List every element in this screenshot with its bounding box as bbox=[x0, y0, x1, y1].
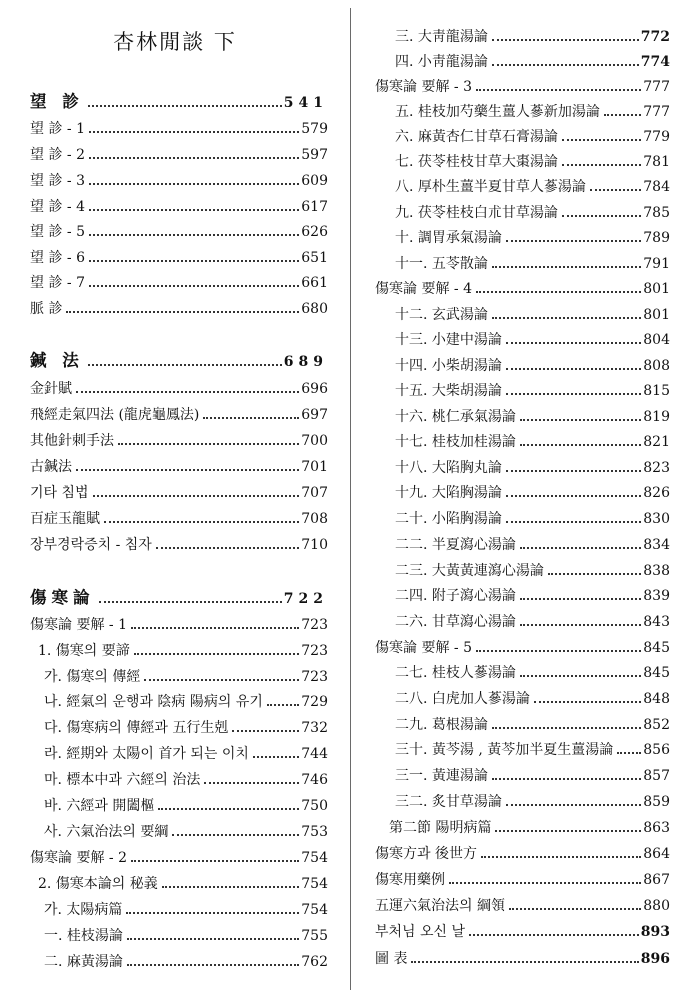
toc-entry-page: 808 bbox=[643, 358, 670, 374]
leader-dots bbox=[520, 444, 641, 446]
toc-entry-page: 823 bbox=[643, 460, 670, 476]
leader-dots bbox=[520, 624, 641, 626]
toc-entry bbox=[375, 586, 670, 606]
toc-entry-label: 望 診 bbox=[30, 92, 84, 111]
toc-entry-page: 746 bbox=[301, 772, 328, 788]
leader-dots bbox=[476, 291, 641, 293]
toc-entry bbox=[30, 822, 328, 842]
toc-entry bbox=[30, 457, 328, 477]
toc-entry-label: 사. 六氣治法의 要綱 bbox=[44, 824, 169, 840]
toc-entry-page: 697 bbox=[301, 407, 328, 423]
toc-entry-label: 望 診 - 6 bbox=[30, 250, 85, 266]
toc-entry bbox=[375, 483, 670, 503]
leader-dots bbox=[66, 311, 299, 313]
leader-dots bbox=[520, 547, 641, 549]
toc-entry bbox=[30, 796, 328, 816]
leader-dots bbox=[481, 856, 641, 858]
toc-entry-label: 八. 厚朴生薑半夏甘草人蔘湯論 bbox=[395, 179, 586, 195]
leader-dots bbox=[590, 189, 641, 191]
toc-entry-page: 863 bbox=[643, 820, 670, 836]
toc-entry-label: 十八. 大陷胸丸論 bbox=[395, 460, 502, 476]
toc-entry-label: 十五. 大柴胡湯論 bbox=[395, 383, 502, 399]
toc-entry-page: 777 bbox=[643, 79, 670, 95]
toc-entry-label: 金針賦 bbox=[30, 381, 72, 397]
leader-dots bbox=[520, 675, 641, 677]
toc-entry bbox=[375, 27, 670, 47]
toc-entry-label: 바. 六經과 開闔樞 bbox=[44, 798, 155, 814]
leader-dots bbox=[492, 64, 639, 66]
leader-dots bbox=[492, 39, 639, 41]
toc-entry-page: 689 bbox=[283, 354, 328, 370]
leader-dots bbox=[99, 601, 282, 603]
toc-entry bbox=[30, 667, 328, 687]
leader-dots bbox=[476, 89, 641, 91]
toc-entry bbox=[375, 152, 670, 172]
toc-entry-page: 839 bbox=[643, 588, 670, 604]
leader-dots bbox=[88, 364, 282, 366]
toc-entry-page: 753 bbox=[301, 824, 328, 840]
toc-entry bbox=[375, 870, 670, 890]
leader-dots bbox=[127, 964, 299, 966]
toc-entry bbox=[30, 145, 328, 165]
leader-dots bbox=[506, 342, 641, 344]
toc-entry-label: 十四. 小柴胡湯論 bbox=[395, 358, 502, 374]
leader-dots bbox=[127, 938, 299, 940]
toc-entry-page: 804 bbox=[643, 332, 670, 348]
leader-dots bbox=[162, 886, 299, 888]
toc-entry-page: 754 bbox=[301, 850, 328, 866]
toc-entry-label: 十. 調胃承氣湯論 bbox=[395, 230, 502, 246]
toc-entry bbox=[375, 715, 670, 735]
toc-entry bbox=[375, 792, 670, 812]
toc-entry-label: 二七. 桂枝人蔘湯論 bbox=[395, 665, 516, 681]
toc-entry bbox=[375, 381, 670, 401]
toc-entry-label: 二三. 大黃黃連瀉心湯論 bbox=[395, 563, 544, 579]
toc-entry bbox=[375, 535, 670, 555]
page-title: 杏林閒談 下 bbox=[113, 30, 237, 54]
toc-entry-page: 834 bbox=[643, 537, 670, 553]
toc-entry-label: 二九. 葛根湯論 bbox=[395, 717, 488, 733]
leader-dots bbox=[492, 778, 641, 780]
leader-dots bbox=[204, 782, 299, 784]
leader-dots bbox=[492, 317, 641, 319]
toc-entry bbox=[375, 922, 670, 942]
toc-entry bbox=[375, 52, 670, 72]
toc-entry-page: 777 bbox=[643, 104, 670, 120]
toc-entry-page: 815 bbox=[643, 383, 670, 399]
toc-entry bbox=[30, 379, 328, 399]
leader-dots bbox=[562, 164, 641, 166]
toc-entry-label: 五運六氣治法의 綱領 bbox=[375, 898, 505, 914]
toc-entry bbox=[375, 305, 670, 325]
toc-entry-page: 784 bbox=[643, 179, 670, 195]
toc-entry-page: 710 bbox=[301, 537, 328, 553]
leader-dots bbox=[232, 730, 299, 732]
leader-dots bbox=[449, 882, 641, 884]
leader-dots bbox=[93, 495, 300, 497]
toc-entry bbox=[375, 330, 670, 350]
toc-entry-label: 十三. 小建中湯論 bbox=[395, 332, 502, 348]
toc-entry bbox=[30, 641, 328, 661]
leader-dots bbox=[506, 393, 641, 395]
toc-entry-label: 十六. 桃仁承氣湯論 bbox=[395, 409, 516, 425]
toc-entry bbox=[375, 638, 670, 658]
toc-entry-label: 부처님 오신 날 bbox=[375, 924, 466, 940]
toc-entry bbox=[30, 926, 328, 946]
toc-entry-label: 라. 經期와 太陽이 首가 되는 이치 bbox=[44, 746, 249, 762]
toc-entry-page: 779 bbox=[643, 129, 670, 145]
leader-dots bbox=[203, 417, 299, 419]
toc-entry-page: 696 bbox=[301, 381, 328, 397]
toc-entry-label: 望 診 - 3 bbox=[30, 173, 85, 189]
toc-entry-label: 望 診 - 1 bbox=[30, 121, 85, 137]
leader-dots bbox=[267, 704, 299, 706]
toc-entry-label: 마. 標本中과 六經의 治法 bbox=[44, 772, 201, 788]
toc-entry bbox=[375, 77, 670, 97]
toc-entry-label: 傷寒論 要解 - 2 bbox=[30, 850, 127, 866]
toc-entry bbox=[375, 458, 670, 478]
toc-entry-page: 843 bbox=[643, 614, 670, 630]
toc-entry bbox=[30, 222, 328, 242]
leader-dots bbox=[253, 756, 299, 758]
toc-entry bbox=[375, 102, 670, 122]
toc-entry-page: 821 bbox=[643, 434, 670, 450]
toc-entry-page: 852 bbox=[643, 717, 670, 733]
toc-entry-page: 801 bbox=[643, 281, 670, 297]
leader-dots bbox=[495, 830, 641, 832]
leader-dots bbox=[89, 157, 299, 159]
toc-entry-page: 864 bbox=[643, 846, 670, 862]
toc-entry bbox=[375, 663, 670, 683]
toc-entry bbox=[30, 92, 328, 112]
toc-entry bbox=[30, 848, 328, 868]
toc-entry-label: 傷寒論 要解 - 1 bbox=[30, 617, 127, 633]
toc-entry bbox=[30, 874, 328, 894]
toc-entry-page: 845 bbox=[643, 640, 670, 656]
toc-entry-page: 830 bbox=[643, 511, 670, 527]
toc-entry-label: 九. 茯苓桂枝白朮甘草湯論 bbox=[395, 205, 558, 221]
leader-dots bbox=[89, 260, 299, 262]
leader-dots bbox=[104, 521, 299, 523]
leader-dots bbox=[506, 521, 641, 523]
toc-entry bbox=[30, 900, 328, 920]
toc-entry-label: 二十. 小陷胸湯論 bbox=[395, 511, 502, 527]
toc-entry bbox=[30, 171, 328, 191]
leader-dots bbox=[172, 834, 299, 836]
toc-entry bbox=[30, 744, 328, 764]
leader-dots bbox=[156, 547, 299, 549]
toc-entry-page: 856 bbox=[643, 742, 670, 758]
leader-dots bbox=[89, 285, 299, 287]
toc-entry bbox=[30, 692, 328, 712]
toc-entry-page: 762 bbox=[301, 954, 328, 970]
leader-dots bbox=[476, 650, 641, 652]
toc-entry-page: 729 bbox=[301, 694, 328, 710]
toc-entry-page: 791 bbox=[643, 256, 670, 272]
toc-entry bbox=[375, 844, 670, 864]
toc-entry-page: 651 bbox=[301, 250, 328, 266]
toc-entry-label: 脈 診 bbox=[30, 301, 63, 317]
toc-entry-page: 896 bbox=[640, 951, 670, 967]
toc-entry-page: 754 bbox=[301, 902, 328, 918]
leader-dots bbox=[131, 627, 299, 629]
toc-entry-label: 傷寒方과 後世方 bbox=[375, 846, 477, 862]
toc-entry bbox=[375, 896, 670, 916]
toc-entry-label: 三一. 黃連湯論 bbox=[395, 768, 488, 784]
leader-dots bbox=[562, 215, 641, 217]
leader-dots bbox=[506, 470, 641, 472]
toc-entry-page: 750 bbox=[301, 798, 328, 814]
leader-dots bbox=[89, 131, 299, 133]
toc-entry-page: 722 bbox=[283, 591, 328, 607]
toc-entry-label: 三十. 黃芩湯 , 黃芩加半夏生薑湯論 bbox=[395, 742, 614, 758]
leader-dots bbox=[506, 804, 641, 806]
toc-entry-label: 十二. 玄武湯論 bbox=[395, 307, 488, 323]
toc-entry-label: 望 診 - 5 bbox=[30, 224, 85, 240]
toc-entry-label: 二四. 附子瀉心湯論 bbox=[395, 588, 516, 604]
toc-entry bbox=[30, 509, 328, 529]
toc-entry-label: 圖 表 bbox=[375, 951, 408, 967]
leader-dots bbox=[118, 443, 299, 445]
toc-entry-label: 二六. 甘草瀉心湯論 bbox=[395, 614, 516, 630]
toc-entry-page: 838 bbox=[643, 563, 670, 579]
toc-entry-page: 893 bbox=[640, 924, 670, 940]
leader-dots bbox=[469, 934, 639, 936]
leader-dots bbox=[562, 139, 641, 141]
toc-entry-page: 826 bbox=[643, 485, 670, 501]
toc-entry-page: 597 bbox=[301, 147, 328, 163]
toc-entry bbox=[375, 766, 670, 786]
toc-entry-page: 859 bbox=[643, 794, 670, 810]
toc-entry-page: 541 bbox=[283, 95, 328, 111]
toc-entry bbox=[375, 203, 670, 223]
toc-entry-page: 772 bbox=[640, 29, 670, 45]
leader-dots bbox=[131, 860, 299, 862]
leader-dots bbox=[548, 573, 641, 575]
toc-entry bbox=[375, 127, 670, 147]
leader-dots bbox=[89, 183, 299, 185]
leader-dots bbox=[604, 114, 641, 116]
leader-dots bbox=[144, 679, 299, 681]
leader-dots bbox=[520, 598, 641, 600]
toc-entry-page: 845 bbox=[643, 665, 670, 681]
toc-entry-page: 708 bbox=[301, 511, 328, 527]
toc-entry-page: 781 bbox=[643, 154, 670, 170]
toc-entry-page: 701 bbox=[301, 459, 328, 475]
toc-entry-label: 二八. 白虎加人蔘湯論 bbox=[395, 691, 530, 707]
toc-entry-label: 十九. 大陷胸湯論 bbox=[395, 485, 502, 501]
toc-entry-label: 三二. 炙甘草湯論 bbox=[395, 794, 502, 810]
toc-entry-label: 飛經走氣四法 (龍虎龜鳳法) bbox=[30, 407, 200, 423]
toc-entry bbox=[30, 588, 328, 608]
toc-entry-label: 二. 麻黃湯論 bbox=[44, 954, 123, 970]
toc-entry-label: 四. 小靑龍湯論 bbox=[395, 54, 488, 70]
toc-entry-label: 七. 茯苓桂枝甘草大棗湯論 bbox=[395, 154, 558, 170]
leader-dots bbox=[134, 653, 299, 655]
toc-entry bbox=[375, 254, 670, 274]
toc-entry bbox=[375, 356, 670, 376]
toc-entry bbox=[375, 561, 670, 581]
toc-entry bbox=[30, 483, 328, 503]
toc-entry bbox=[375, 407, 670, 427]
toc-entry-page: 732 bbox=[301, 720, 328, 736]
toc-entry-page: 880 bbox=[643, 898, 670, 914]
toc-entry bbox=[30, 535, 328, 555]
toc-entry-label: 望 診 - 7 bbox=[30, 275, 85, 291]
leader-dots bbox=[411, 961, 638, 963]
toc-entry-label: 장부경락증치 - 침자 bbox=[30, 537, 152, 553]
leader-dots bbox=[492, 727, 641, 729]
toc-entry-label: 望 診 - 4 bbox=[30, 199, 85, 215]
toc-entry-page: 848 bbox=[643, 691, 670, 707]
toc-entry-page: 867 bbox=[643, 872, 670, 888]
toc-entry-label: 1. 傷寒의 要諦 bbox=[38, 643, 130, 659]
toc-entry-page: 626 bbox=[301, 224, 328, 240]
leader-dots bbox=[76, 391, 299, 393]
toc-entry bbox=[30, 351, 328, 371]
leader-dots bbox=[617, 752, 641, 754]
toc-entry-page: 755 bbox=[301, 928, 328, 944]
leader-dots bbox=[88, 105, 282, 107]
toc-entry bbox=[30, 197, 328, 217]
leader-dots bbox=[89, 234, 299, 236]
toc-entry bbox=[375, 177, 670, 197]
toc-entry-page: 819 bbox=[643, 409, 670, 425]
toc-entry-label: 傷寒論 要解 - 5 bbox=[375, 640, 472, 656]
leader-dots bbox=[89, 209, 299, 211]
column-divider bbox=[350, 8, 351, 990]
toc-entry bbox=[375, 689, 670, 709]
toc-entry-page: 723 bbox=[301, 617, 328, 633]
toc-entry-label: 百症玉龍賦 bbox=[30, 511, 100, 527]
toc-entry bbox=[375, 432, 670, 452]
toc-entry bbox=[30, 299, 328, 319]
toc-entry-page: 754 bbox=[301, 876, 328, 892]
leader-dots bbox=[534, 701, 641, 703]
toc-entry bbox=[30, 405, 328, 425]
toc-entry bbox=[30, 770, 328, 790]
toc-entry-label: 六. 麻黃杏仁甘草石膏湯論 bbox=[395, 129, 558, 145]
toc-entry-label: 가. 太陽病篇 bbox=[44, 902, 123, 918]
toc-entry-label: 一. 桂枝湯論 bbox=[44, 928, 123, 944]
toc-entry-page: 579 bbox=[301, 121, 328, 137]
toc-entry-page: 700 bbox=[301, 433, 328, 449]
toc-entry-label: 望 診 - 2 bbox=[30, 147, 85, 163]
toc-entry-page: 774 bbox=[640, 54, 670, 70]
toc-entry-label: 第二節 陽明病篇 bbox=[389, 820, 492, 836]
toc-entry-label: 傷寒論 bbox=[30, 588, 95, 607]
toc-entry bbox=[30, 718, 328, 738]
toc-entry bbox=[375, 228, 670, 248]
toc-entry-label: 十七. 桂枝加桂湯論 bbox=[395, 434, 516, 450]
toc-entry bbox=[375, 612, 670, 632]
leader-dots bbox=[492, 266, 641, 268]
leader-dots bbox=[158, 808, 299, 810]
leader-dots bbox=[506, 240, 641, 242]
toc-entry-label: 古鍼法 bbox=[30, 459, 72, 475]
toc-entry bbox=[30, 952, 328, 972]
toc-entry-label: 傷寒用藥例 bbox=[375, 872, 445, 888]
toc-entry-page: 789 bbox=[643, 230, 670, 246]
toc-entry-page: 609 bbox=[301, 173, 328, 189]
toc-entry-page: 857 bbox=[643, 768, 670, 784]
leader-dots bbox=[520, 419, 641, 421]
toc-entry-label: 가. 傷寒의 傳經 bbox=[44, 669, 141, 685]
toc-entry bbox=[30, 615, 328, 635]
toc-entry bbox=[375, 509, 670, 529]
toc-entry bbox=[30, 248, 328, 268]
toc-entry-page: 723 bbox=[301, 643, 328, 659]
toc-entry-page: 801 bbox=[643, 307, 670, 323]
leader-dots bbox=[506, 495, 641, 497]
leader-dots bbox=[76, 469, 299, 471]
toc-entry-page: 723 bbox=[301, 669, 328, 685]
toc-entry-label: 其他針刺手法 bbox=[30, 433, 114, 449]
toc-entry-label: 二二. 半夏瀉心湯論 bbox=[395, 537, 516, 553]
toc-entry-label: 三. 大靑龍湯論 bbox=[395, 29, 488, 45]
toc-entry bbox=[30, 431, 328, 451]
toc-entry-label: 傷寒論 要解 - 3 bbox=[375, 79, 472, 95]
toc-entry-page: 617 bbox=[301, 199, 328, 215]
leader-dots bbox=[126, 912, 299, 914]
toc-entry-label: 傷寒論 要解 - 4 bbox=[375, 281, 472, 297]
toc-entry-label: 十一. 五苓散論 bbox=[395, 256, 488, 272]
toc-entry bbox=[30, 273, 328, 293]
toc-entry-label: 기타 침법 bbox=[30, 485, 89, 501]
toc-entry-label: 五. 桂枝加芍藥生薑人蔘新加湯論 bbox=[395, 104, 600, 120]
toc-entry-page: 707 bbox=[301, 485, 328, 501]
toc-entry bbox=[375, 818, 670, 838]
toc-entry-label: 2. 傷寒本論의 秘義 bbox=[38, 876, 158, 892]
toc-entry-page: 785 bbox=[643, 205, 670, 221]
toc-entry bbox=[375, 949, 670, 969]
toc-entry bbox=[375, 740, 670, 760]
toc-entry-label: 다. 傷寒病의 傳經과 五行生剋 bbox=[44, 720, 229, 736]
toc-entry-page: 661 bbox=[301, 275, 328, 291]
leader-dots bbox=[506, 368, 641, 370]
leader-dots bbox=[509, 908, 641, 910]
toc-entry-label: 鍼 法 bbox=[30, 351, 84, 370]
toc-entry bbox=[30, 119, 328, 139]
toc-entry bbox=[375, 279, 670, 299]
toc-entry-page: 744 bbox=[301, 746, 328, 762]
toc-entry-label: 나. 經氣의 운행과 陰病 陽病의 유기 bbox=[44, 694, 263, 710]
toc-entry-page: 680 bbox=[301, 301, 328, 317]
